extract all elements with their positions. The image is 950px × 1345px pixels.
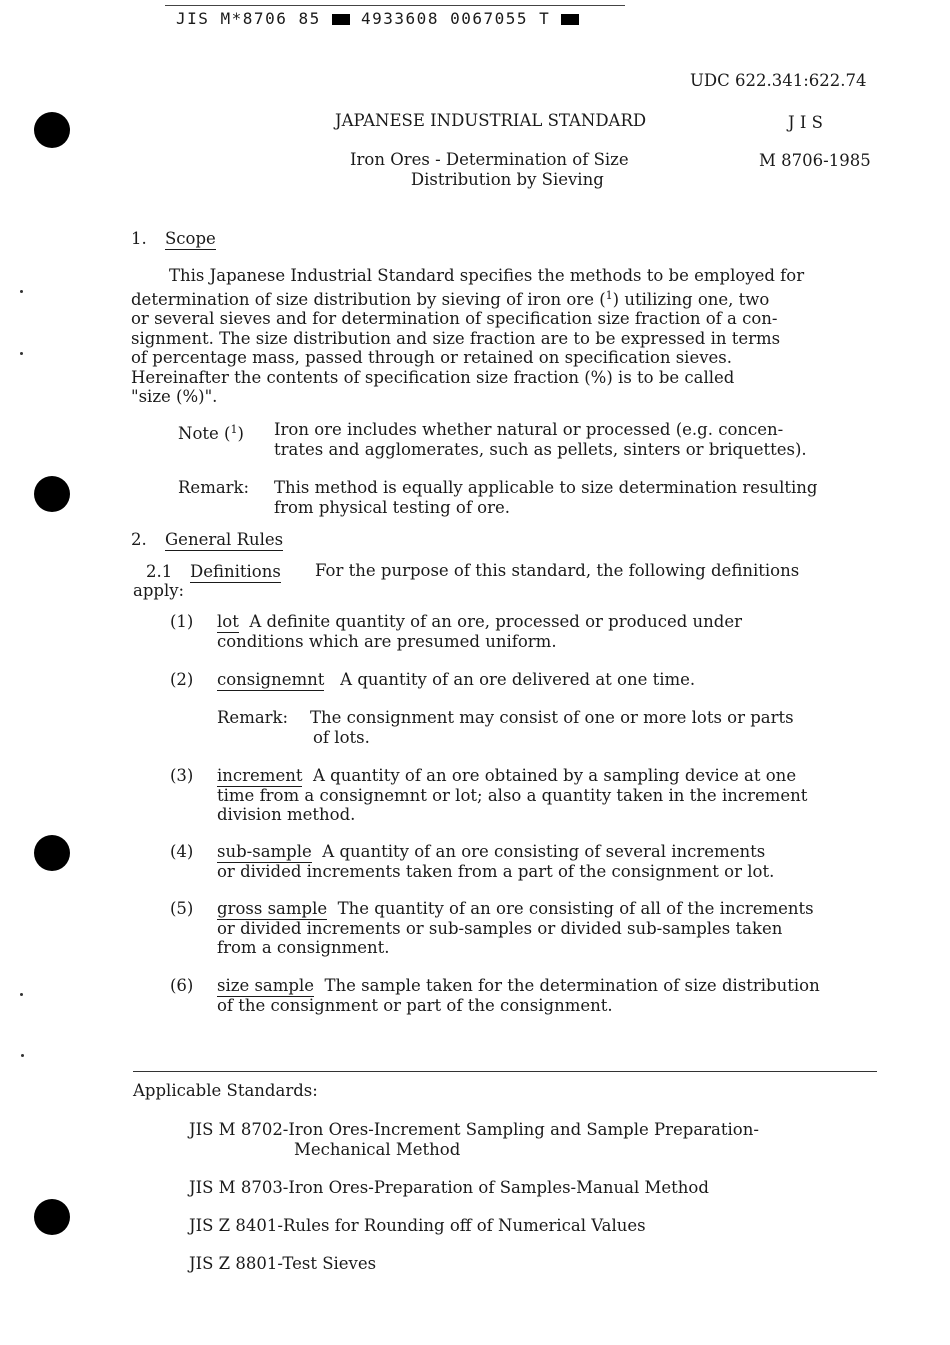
remark2-line: of lots. bbox=[313, 727, 370, 747]
scope-heading-text: Scope bbox=[165, 229, 216, 248]
definition-number: (6) bbox=[170, 976, 194, 995]
definition-line: from a consignment. bbox=[217, 938, 390, 957]
section-scope-number: 1. bbox=[131, 229, 147, 248]
definition-line: gross sample The quantity of an ore consisting of all of the increments bbox=[217, 899, 814, 918]
punch-hole bbox=[34, 835, 70, 871]
definition-body bbox=[217, 670, 695, 690]
header-code-a: JIS M*8706 85 bbox=[176, 9, 321, 28]
scope-text: ) utilizing one, two bbox=[612, 289, 770, 309]
header-code bbox=[176, 9, 579, 29]
subsection-heading bbox=[190, 562, 281, 582]
note-label: Note ($^1$) bbox=[178, 423, 244, 443]
definition-body bbox=[217, 842, 774, 881]
remark2-text bbox=[310, 708, 794, 747]
scope-paragraph bbox=[131, 266, 804, 407]
definition-line: size sample The sample taken for the determination of size distribution bbox=[217, 976, 820, 995]
definition-line: sub-sample A quantity of an ore consisting of several increments bbox=[217, 842, 766, 861]
header-code-b: 4933608 0067055 T bbox=[361, 9, 551, 28]
definition-line: of the consignment or part of the consignment. bbox=[217, 995, 613, 1015]
definition-line: consignemnt A quantity of an ore delivered at one time. bbox=[217, 670, 696, 689]
definition-line: increment A quantity of an ore obtained by a sampling device at one bbox=[217, 766, 797, 785]
scan-dot bbox=[21, 1054, 24, 1057]
footnote-rule bbox=[133, 1071, 877, 1072]
definition-line: or divided increments or sub-samples or divided sub-samples taken bbox=[217, 918, 783, 938]
applicable-heading: Applicable Standards: bbox=[133, 1081, 318, 1100]
subsection-text-cont: apply: bbox=[133, 581, 185, 600]
punch-hole bbox=[34, 1199, 70, 1235]
remark2-line: The consignment may consist of one or more lots or parts bbox=[310, 708, 794, 727]
definition-line: or divided increments taken from a part of the consignment or lot. bbox=[217, 861, 775, 881]
definitions-heading-text: Definitions bbox=[190, 562, 281, 581]
udc-code: UDC 622.341:622.74 bbox=[690, 71, 867, 90]
note-line: Iron ore includes whether natural or processed (e.g. concen- bbox=[274, 420, 784, 439]
applicable-line: Mechanical Method bbox=[294, 1139, 461, 1159]
top-rule bbox=[165, 5, 625, 6]
section-general-heading bbox=[165, 530, 283, 550]
remark-label: Remark: bbox=[178, 478, 250, 497]
definition-term: size sample bbox=[217, 976, 315, 995]
punch-hole bbox=[34, 112, 70, 148]
scope-line: or several sieves and for determination of specification size fraction of a con- bbox=[131, 309, 778, 328]
general-heading-text: General Rules bbox=[165, 530, 284, 549]
scope-line: Hereinafter the contents of specification size fraction (%) is to be called bbox=[131, 367, 735, 387]
remark-line: from physical testing of ore. bbox=[274, 497, 510, 517]
definition-body bbox=[217, 612, 742, 651]
remark-line: This method is equally applicable to size determination resulting bbox=[274, 478, 818, 497]
section-scope-heading bbox=[165, 229, 216, 249]
subsection-text: For the purpose of this standard, the following definitions bbox=[315, 561, 800, 580]
note-text bbox=[274, 420, 807, 459]
scope-line bbox=[131, 286, 804, 310]
definition-number: (2) bbox=[170, 670, 194, 689]
definition-term: lot bbox=[217, 612, 239, 631]
scan-dot bbox=[20, 993, 23, 996]
definition-body bbox=[217, 766, 807, 825]
remark2-label: Remark: bbox=[217, 708, 289, 727]
definition-term: gross sample bbox=[217, 899, 328, 918]
definition-line: conditions which are presumed uniform. bbox=[217, 631, 557, 651]
definition-number: (3) bbox=[170, 766, 194, 785]
jis-label: J I S bbox=[788, 113, 823, 132]
scope-line: of percentage mass, passed through or retained on specification sieves. bbox=[131, 348, 733, 367]
applicable-item: JIS M 8703-Iron Ores-Preparation of Samples-Manual Method bbox=[189, 1178, 709, 1197]
remark-text bbox=[274, 478, 817, 517]
standard-number: M 8706-1985 bbox=[759, 151, 871, 170]
definition-term: sub-sample bbox=[217, 842, 312, 861]
applicable-item: JIS Z 8401-Rules for Rounding off of Numerical Values bbox=[189, 1216, 646, 1235]
scope-line: "size (%)". bbox=[131, 387, 218, 406]
subsection-number: 2.1 bbox=[146, 562, 173, 581]
scope-text: determination of size distribution by sieving of iron ore ( bbox=[131, 289, 606, 309]
doc-title-line2: Distribution by Sieving bbox=[410, 169, 604, 189]
definition-number: (1) bbox=[170, 612, 194, 631]
scope-line: signment. The size distribution and size fraction are to be expressed in terms bbox=[131, 328, 781, 348]
standard-org: JAPANESE INDUSTRIAL STANDARD bbox=[335, 111, 647, 130]
doc-title bbox=[350, 150, 629, 189]
scan-dot bbox=[20, 290, 23, 293]
scan-dot bbox=[20, 352, 23, 355]
scope-line: This Japanese Industrial Standard specifies the methods to be employed for bbox=[169, 266, 805, 285]
punch-hole bbox=[34, 476, 70, 512]
definition-line: division method. bbox=[217, 805, 356, 824]
definition-term: increment bbox=[217, 766, 303, 785]
applicable-item bbox=[189, 1120, 759, 1159]
definition-number: (5) bbox=[170, 899, 194, 918]
definition-number: (4) bbox=[170, 842, 194, 861]
doc-title-line1: Iron Ores - Determination of Size bbox=[350, 150, 629, 169]
applicable-line: JIS M 8702-Iron Ores-Increment Sampling and Sample Preparation- bbox=[189, 1120, 759, 1139]
redaction-block bbox=[332, 14, 350, 25]
footnote-ref: 1 bbox=[605, 288, 613, 302]
redaction-block bbox=[561, 14, 579, 25]
definition-body bbox=[217, 976, 820, 1015]
note-line: trates and agglomerates, such as pellets, sinters or briquettes). bbox=[274, 439, 807, 459]
definition-body bbox=[217, 899, 814, 958]
definition-line: time from a consignemnt or lot; also a quantity taken in the increment bbox=[217, 785, 808, 805]
definition-line: lot A definite quantity of an ore, processed or produced under bbox=[217, 612, 743, 631]
definition-term: consignemnt bbox=[217, 670, 325, 689]
section-general-number: 2. bbox=[131, 530, 147, 549]
applicable-item: JIS Z 8801-Test Sieves bbox=[189, 1254, 377, 1273]
